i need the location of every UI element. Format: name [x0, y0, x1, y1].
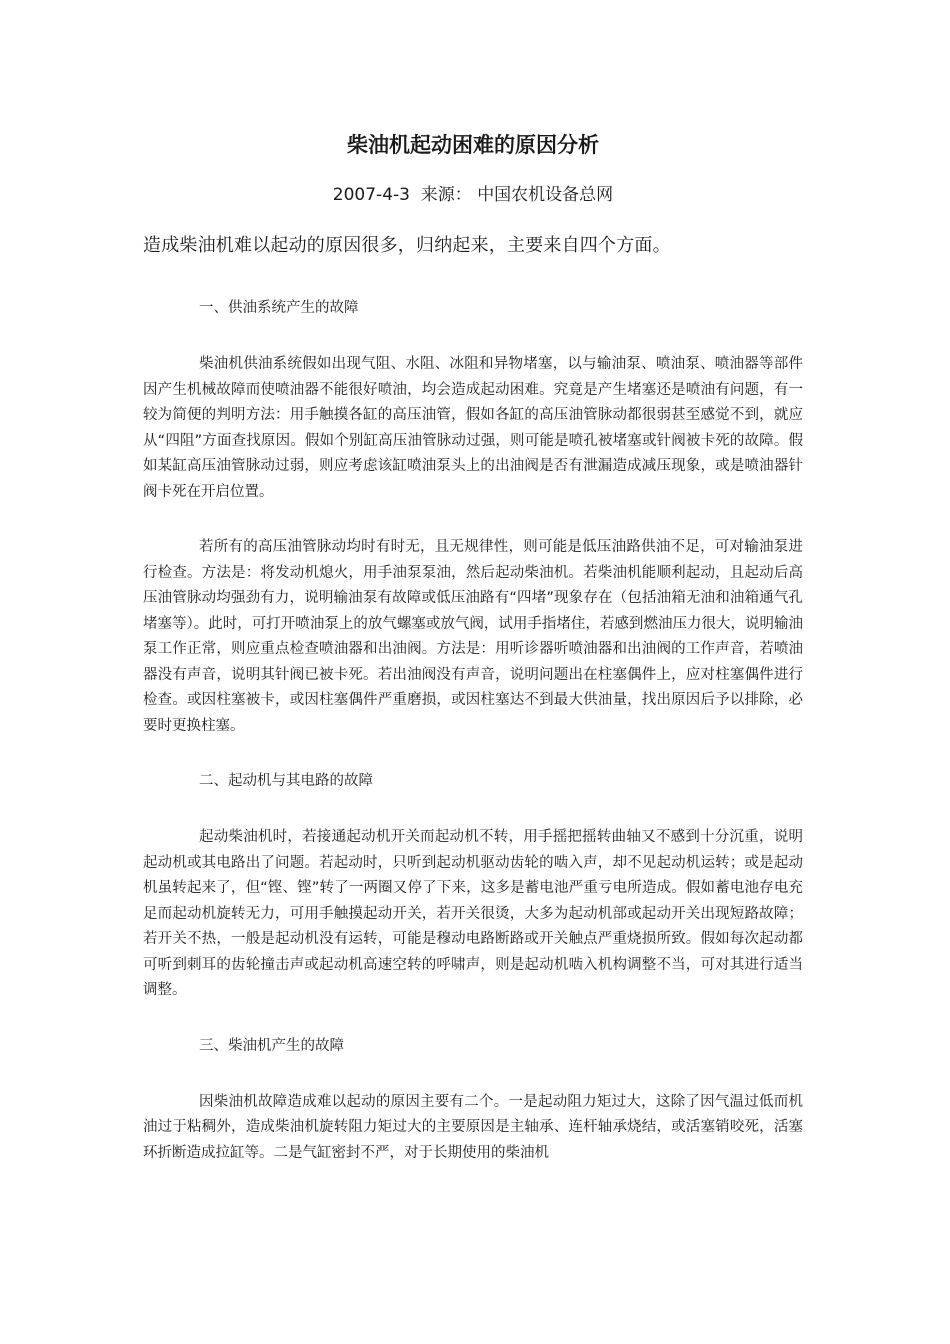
body-paragraph: 起动柴油机时，若接通起动机开关而起动机不转，用手摇把摇转曲轴又不感到十分沉重，说明起动机或其电路出了问题。若起动时，只听到起动机驱动齿轮的啮入声，却不见起动机运转；或是起动机虽转起来了，但“铿、铿”转了一两圈又停了下来，这多是蓄电池严重亏电所造成。假如蓄电池存电充足而起动机旋转无力，可用手触摸起动开关，若开关很烫，大多为起动机部或起动开关出现短路故障；若开关不热，一般是起动机没有运转，可能是穆动电路断路或开关触点严重烧损所致。假如每次起动都可听到刺耳的齿轮撞击声或起动机高速空转的呼啸声，则是起动机啮入机构调整不当，可对其进行适当调整。 [143, 829, 803, 998]
body-paragraph: 柴油机供油系统假如出现气阻、水阻、冰阻和异物堵塞，以与输油泵、喷油泵、喷油器等部件因产生机械故障而使喷油器不能很好喷油，均会造成起动困难。究竟是产生堵塞还是喷油有问题，有一较为简便的判明方法：用手触摸各缸的高压油管，假如各缸的高压油管脉动都很弱甚至感觉不到，就应从“四阻”方面查找原因。假如个别缸高压油管脉动过强，则可能是喷孔被堵塞或针阀被卡死的故障。假如某缸高压油管脉动过弱，则应考虑该缸喷油泵头上的出油阀是否有泄漏造成减压现象，或是喷油器针阀卡死在开启位置。 [143, 356, 803, 500]
section-fuel-system [143, 296, 803, 739]
document-page [143, 130, 803, 1196]
publish-date: 2007-4-3 [332, 185, 410, 205]
source-label: 来源： [420, 185, 472, 205]
section-heading: 三、柴油机产生的故障 [199, 1037, 344, 1054]
source-name: 中国农机设备总网 [477, 185, 614, 205]
article-title: 柴油机起动困难的原因分析 [347, 133, 599, 157]
section-heading: 二、起动机与其电路的故障 [199, 773, 373, 789]
section-heading: 一、供油系统产生的故障 [199, 300, 359, 316]
article-meta [143, 182, 803, 208]
section-engine-faults [143, 1034, 803, 1167]
intro-paragraph: 造成柴油机难以起动的原因很多，归纳起来，主要来自四个方面。 [143, 235, 671, 256]
body-paragraph: 因柴油机故障造成难以起动的原因主要有二个。一是起动阻力矩过大，这除了因气温过低而机油过于粘稠外，造成柴油机旋转阻力矩过大的主要原因是主轴承、连杆轴承烧结，或活塞销咬死，活塞环折断造成拉缸等。二是气缸密封不严，对于长期使用的柴油机 [143, 1093, 803, 1161]
section-starter-circuit [143, 769, 803, 1004]
body-paragraph: 若所有的高压油管脉动均时有时无，且无规律性，则可能是低压油路供油不足，可对输油泵进行检查。方法是：将发动机熄火，用手油泵泵油，然后起动柴油机。若柴油机能顺利起动，且起动后高压油管脉动均强劲有力，说明输油泵有故障或低压油路有“四堵”现象存在（包括油箱无油和油箱通气孔堵塞等）。此时，可打开喷油泵上的放气螺塞或放气阀，试用手指堵住，若感到燃油压力很大，说明输油泵工作正常，则应重点检查喷油器和出油阀。方法是：用听诊器听喷油器和出油阀的工作声音，若喷油器没有声音，说明其针阀已被卡死。若出油阀没有声音，说明问题出在柱塞偶件上，应对柱塞偶件进行检查。或因柱塞被卡，或因柱塞偶件严重磨损，或因柱塞达不到最大供油量，找出原因后予以排除，必要时更换柱塞。 [143, 539, 803, 734]
